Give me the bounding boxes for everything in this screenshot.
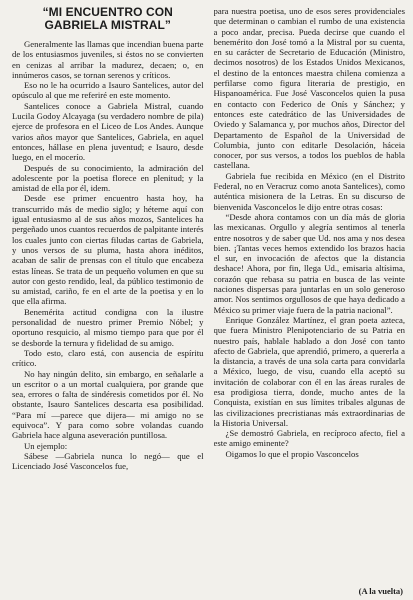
paragraph: Benemérita actitud condigna con la ilustre personalidad de nuestro primer Premio Nóbel; y oportuno resquicio, al mismo tiempo para que por él se desborde la ternura y fidelidad de su amigo.	[12, 306, 204, 348]
paragraph: Generalmente las llamas que incendian buena parte de los entusiasmos juveniles, si éstos no se convierten en cenizas al arribar la madurez, decaen; o, en innúmeros casos, se tornan serenos y críticos.	[12, 39, 204, 80]
article-columns	[12, 6, 405, 596]
continued-label: (A la vuelta)	[358, 586, 403, 596]
article-title: “MI ENCUENTRO CON GABRIELA MISTRAL”	[42, 6, 173, 32]
paragraph: ¿Se demostró Gabriela, en recíproco afecto, fiel a este amigo eminente?	[213, 428, 405, 449]
paragraph: Eso no le ha ocurrido a Isauro Santelices, autor del opúsculo al que me referiré en este momento.	[12, 80, 204, 101]
paragraph: Sábese —Gabriela nunca lo negó— que el Licenciado José Vasconcelos fue,	[12, 450, 204, 472]
paragraph: Un ejemplo:	[24, 440, 68, 451]
right-column	[214, 6, 406, 596]
paragraph: Gabriela fue recibida en México (en el Distrito Federal, no en Veracruz como anota Santelices), como auténtica misionera de la Letras. En su discurso de bienvenida Vasconcelos le dijo entre otras cosas:	[213, 170, 405, 212]
paragraph: Oigamos lo que el propio Vasconcelos	[225, 448, 359, 459]
paragraph: No hay ningún delito, sin embargo, en señalarle a un escritor o a un mortal cualquiera, por grande que sea, errores o falta de sindéresis cometidos por él. No obstante, Isauro Santelices descarta esa posibilidad. “Para mí —parece que dijera— mi amigo no se equivoca”. Y para como sobre volandas cuando Gabriela hace alguna aseveración puntillosa.	[12, 368, 204, 441]
paragraph: Enrique González Martínez, el gran poeta azteca, que fuera Ministro Plenipotenciario de su Patria en nuestro país, hablale hablado a don José con tanto afecto de Gabriela, que aprendió, primero, a quererla a la distancia, a través de una sola carta para convidarla a México, luego, de visu, cuando ella aceptó su invitación de colaborar con él en las áreas rurales de esa prodigiosa tierra, donde, mucho antes de la Conquista, existían en sus límites tribales algunas de las civilizaciones precristianas más extraordinarias de la Historia Universal.	[213, 314, 405, 428]
left-column	[12, 6, 204, 596]
paragraph: para nuestra poetisa, uno de esos seres providenciales que determinan o cambian el rumbo de una existencia a poco andar, precisa. Pueda decirse que cuando el benemérito don José tomó a la Mistral por su cuenta, en su carácter de Secretario de Educación (Ministro, decimos nosotros) de los Estados Unidos Mexicanos, el destino de la entonces maestra chilena comienza a perfilarse como figura literaria de prestigio, en Hispanoamérica. Fue José Vasconcelos quien la pusa en contacto con Federico de Onís y Sánchez; y entonces este catedrático de las Universidades de Oviedo y Salamanca y, por muchos años, Director del Departamento de Español de la Universidad de Columbia, junto con editarle Desolación, háceia conocer, por sus versos, a todos los pueblos de habla castellana.	[213, 6, 405, 171]
paragraph: Todo esto, claro está, con ausencia de espíritu crítico.	[12, 347, 204, 369]
quotation-paragraph: “Desde ahora contamos con un día más de gloria las mexicanas. Orgullo y alegría sentimos al tenerla entre nosotros y de saber que Ud. nos ama y nos desea bien. ¡Tantas veces hemos extendido los brazos hacia el sur, en invocación de afectos que la distancia deshace! Ahora, por fin, llega Ud., emisaria altísima, corazón que rebasa su patria en busca de las veinte naciones dispersas para juntarlas en un solo generoso amor. Nos sentimos orgullosos de que haya dedicado a México su primer viaje fuera de la patria nacional”.	[213, 211, 405, 315]
paragraph: Santelices conoce a Gabriela Mistral, cuando Lucila Godoy Alcayaga (su verdadero nombre de pila) ejerce de profesora en el Liceo de Los Andes. Aunque varios años mayor que Santelices, Gabriela, en aquel entonces, hállase en plena juventud; e Isauro, desde luego, en el mocerío.	[12, 100, 204, 163]
paragraph: Desde ese primer encuentro hasta hoy, ha transcurrido más de medio siglo; y héteme aquí con igual entusiasmo al de sus años mozos, Santelices ha pergeñado unos cuantos recuerdos de palpitante interés los cuales junto con ciertas filudas cartas de Gabriela, y unos versos de su pluma, hasta ahora inéditos, acaban de salir de prensas con el título que encabeza estas líneas. Se trata de un pequeño volumen en que su autor con gesto rendido, leal, da público testimonio de su amistad, cariño, fe en el arte de la poetisa y en lo que ella afirma.	[12, 193, 204, 307]
paragraph: Después de su conocimiento, la admiración del adolescente por la poetisa florece en plenitud; y la amistad de ella por él, idem.	[12, 162, 204, 194]
